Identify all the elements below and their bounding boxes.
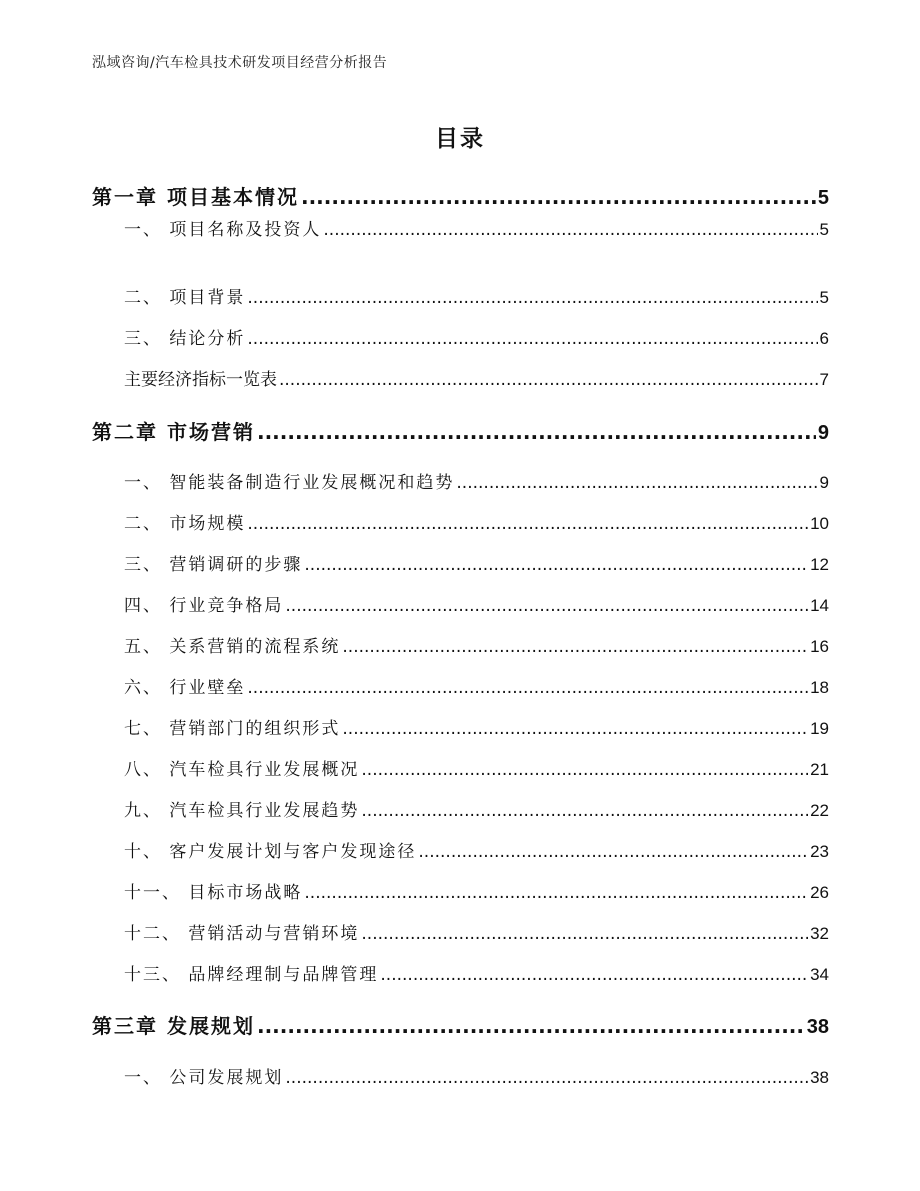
dot-leader bbox=[361, 757, 808, 783]
dot-leader bbox=[418, 839, 808, 865]
dot-leader bbox=[361, 921, 808, 947]
toc-page-number: 7 bbox=[819, 370, 829, 389]
toc-page-number: 23 bbox=[810, 842, 829, 861]
dot-leader bbox=[285, 593, 808, 619]
dot-leader bbox=[380, 962, 808, 988]
toc-entry-title: 九、 汽车检具行业发展趋势 bbox=[124, 801, 360, 821]
toc-chapter-3[interactable] bbox=[92, 1011, 829, 1041]
toc-entry[interactable] bbox=[124, 634, 829, 660]
toc-page-number: 34 bbox=[810, 965, 829, 984]
toc-entry[interactable] bbox=[124, 217, 829, 243]
toc-page-number: 22 bbox=[810, 801, 829, 820]
toc-entry-title: 七、 营销部门的组织形式 bbox=[124, 719, 341, 739]
toc-page-number: 5 bbox=[819, 220, 829, 239]
toc-entry-title: 十三、 品牌经理制与品牌管理 bbox=[124, 965, 379, 985]
toc-entry-title: 六、 行业壁垒 bbox=[124, 678, 246, 698]
toc-page-number: 9 bbox=[817, 422, 829, 444]
toc-page-number: 14 bbox=[810, 596, 829, 615]
dot-leader bbox=[247, 326, 817, 352]
toc-entry-title: 第三章 发展规划 bbox=[92, 1014, 255, 1038]
dot-leader bbox=[285, 1065, 808, 1091]
toc-page-number: 38 bbox=[806, 1016, 829, 1038]
toc-entry-title: 三、 营销调研的步骤 bbox=[124, 555, 303, 575]
dot-leader bbox=[323, 217, 817, 243]
toc-entry[interactable] bbox=[124, 511, 829, 537]
toc-page-number: 16 bbox=[810, 637, 829, 656]
dot-leader bbox=[304, 880, 808, 906]
toc-entry[interactable] bbox=[124, 1065, 829, 1091]
dot-leader bbox=[342, 716, 808, 742]
toc-entry[interactable] bbox=[124, 716, 829, 742]
toc-entry[interactable] bbox=[124, 552, 829, 578]
dot-leader bbox=[456, 470, 817, 496]
toc-page-number: 26 bbox=[810, 883, 829, 902]
toc-entry-title: 三、 结论分析 bbox=[124, 329, 246, 349]
dot-leader bbox=[361, 798, 808, 824]
dot-leader bbox=[247, 285, 817, 311]
toc-page-number: 5 bbox=[817, 187, 829, 209]
toc-entry-title: 十一、 目标市场战略 bbox=[124, 883, 303, 903]
toc-entry[interactable] bbox=[124, 962, 829, 988]
dot-leader bbox=[247, 511, 808, 537]
toc-entry-title: 二、 项目背景 bbox=[124, 288, 246, 308]
toc-entry-title: 一、 项目名称及投资人 bbox=[124, 220, 322, 240]
toc-entry[interactable] bbox=[124, 921, 829, 947]
toc-entry[interactable] bbox=[124, 839, 829, 865]
toc-entry[interactable] bbox=[124, 367, 829, 393]
toc-entry[interactable] bbox=[124, 675, 829, 701]
dot-leader bbox=[247, 675, 808, 701]
toc-entry[interactable] bbox=[124, 798, 829, 824]
dot-leader bbox=[279, 367, 818, 393]
toc-chapter-1[interactable] bbox=[92, 182, 829, 212]
toc-page-number: 38 bbox=[810, 1068, 829, 1087]
toc-chapter-2[interactable] bbox=[92, 417, 829, 447]
dot-leader bbox=[257, 417, 816, 447]
toc-entry-title: 一、 公司发展规划 bbox=[124, 1068, 284, 1088]
toc-page-number: 21 bbox=[810, 760, 829, 779]
toc-entry-title: 十、 客户发展计划与客户发现途径 bbox=[124, 842, 417, 862]
toc-entry-title: 八、 汽车检具行业发展概况 bbox=[124, 760, 360, 780]
dot-leader bbox=[257, 1011, 805, 1041]
toc-entry-title: 一、 智能装备制造行业发展概况和趋势 bbox=[124, 473, 455, 493]
toc-entry[interactable] bbox=[124, 285, 829, 311]
toc-page-number: 5 bbox=[819, 288, 829, 307]
toc-page-number: 19 bbox=[810, 719, 829, 738]
running-header: 泓域咨询/汽车检具技术研发项目经营分析报告 bbox=[92, 55, 388, 71]
toc-page-number: 32 bbox=[810, 924, 829, 943]
toc-page-number: 12 bbox=[810, 555, 829, 574]
toc-entry[interactable] bbox=[124, 470, 829, 496]
toc-entry[interactable] bbox=[124, 326, 829, 352]
toc-page-number: 6 bbox=[819, 329, 829, 348]
dot-leader bbox=[304, 552, 808, 578]
page-title: 目录 bbox=[435, 126, 485, 152]
toc-entry-title: 二、 市场规模 bbox=[124, 514, 246, 534]
toc-entry-title: 五、 关系营销的流程系统 bbox=[124, 637, 341, 657]
dot-leader bbox=[342, 634, 808, 660]
toc-page-number: 18 bbox=[810, 678, 829, 697]
toc-entry-title: 第一章 项目基本情况 bbox=[92, 185, 299, 209]
toc-page-number: 10 bbox=[810, 514, 829, 533]
toc-entry-title: 第二章 市场营销 bbox=[92, 420, 255, 444]
toc-entry[interactable] bbox=[124, 593, 829, 619]
toc-entry[interactable] bbox=[124, 757, 829, 783]
toc-entry[interactable] bbox=[124, 880, 829, 906]
toc-entry-title: 主要经济指标一览表 bbox=[124, 370, 277, 390]
toc-page-number: 9 bbox=[819, 473, 829, 492]
dot-leader bbox=[301, 182, 816, 212]
toc-entry-title: 十二、 营销活动与营销环境 bbox=[124, 924, 360, 944]
toc-entry-title: 四、 行业竞争格局 bbox=[124, 596, 284, 616]
